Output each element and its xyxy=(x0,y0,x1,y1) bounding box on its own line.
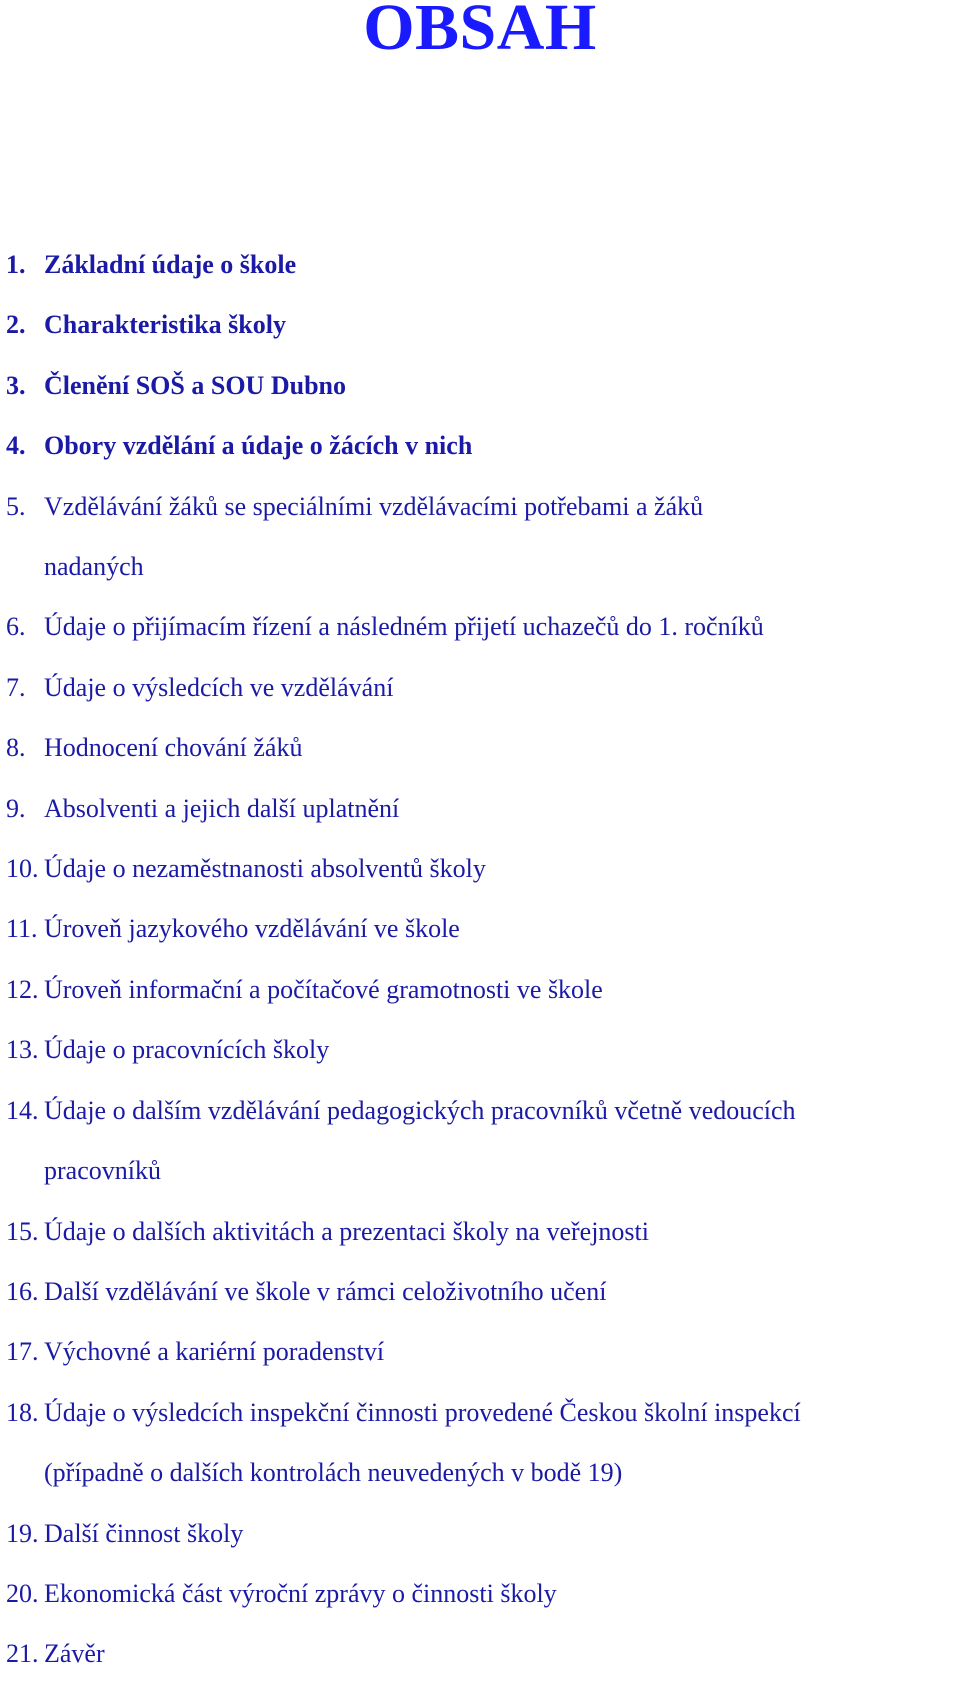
toc-item-18[interactable] xyxy=(6,1383,956,1504)
toc-item-title-line1: Údaje o dalším vzdělávání pedagogických pracovníků včetně vedoucích xyxy=(44,1095,796,1125)
toc-item-title: Údaje o výsledcích ve vzdělávání xyxy=(44,672,394,702)
toc-item-number: 4. xyxy=(6,431,26,461)
toc-item-1[interactable] xyxy=(6,235,956,295)
toc-item-number: 13. xyxy=(6,1035,39,1065)
toc-item-title: Další činnost školy xyxy=(44,1518,244,1548)
toc-item-number: 9. xyxy=(6,793,26,823)
toc-item-7[interactable] xyxy=(6,658,956,718)
toc-item-title: Údaje o přijímacím řízení a následném přijetí uchazečů do 1. ročníků xyxy=(44,612,764,642)
toc-item-title-line1: Údaje o výsledcích inspekční činnosti provedené Českou školní inspekcí xyxy=(44,1397,801,1427)
toc-item-title xyxy=(44,1081,796,1202)
toc-item-number: 2. xyxy=(6,310,26,340)
toc-item-12[interactable] xyxy=(6,960,956,1020)
toc-item-title: Charakteristika školy xyxy=(44,310,286,340)
toc-item-17[interactable] xyxy=(6,1322,956,1382)
toc-item-2[interactable] xyxy=(6,295,956,355)
toc-item-title: Údaje o nezaměstnanosti absolventů školy xyxy=(44,854,486,884)
toc-item-number: 8. xyxy=(6,733,26,763)
toc-item-title: Ekonomická část výroční zprávy o činnosti školy xyxy=(44,1578,557,1608)
toc-item-9[interactable] xyxy=(6,779,956,839)
toc-item-title: Základní údaje o škole xyxy=(44,250,297,279)
toc-item-20[interactable] xyxy=(6,1564,956,1624)
toc-item-number: 10. xyxy=(6,854,39,884)
toc-item-number: 15. xyxy=(6,1216,39,1246)
toc-item-number: 5. xyxy=(6,491,26,521)
toc-item-title: Obory vzdělání a údaje o žácích v nich xyxy=(44,431,473,461)
toc-item-16[interactable] xyxy=(6,1262,956,1322)
toc-item-title-line2: pracovníků xyxy=(44,1156,161,1186)
toc-item-14[interactable] xyxy=(6,1081,956,1202)
toc-item-title: Údaje o dalších aktivitách a prezentaci školy na veřejnosti xyxy=(44,1216,649,1246)
toc-item-title xyxy=(44,477,703,598)
toc-item-number: 6. xyxy=(6,612,26,642)
page-title: OBSAH xyxy=(363,0,597,64)
toc-item-6[interactable] xyxy=(6,597,956,657)
toc-item-title: Další vzdělávání ve škole v rámci celoživotního učení xyxy=(44,1276,607,1306)
toc-item-number: 20. xyxy=(6,1578,39,1608)
toc-item-number: 18. xyxy=(6,1397,39,1427)
toc-item-title: Údaje o pracovnících školy xyxy=(44,1035,330,1065)
toc-item-title xyxy=(44,1383,801,1504)
toc-item-title-line1: Vzdělávání žáků se speciálními vzdělávacími potřebami a žáků xyxy=(44,491,704,521)
toc-item-title: Úroveň informační a počítačové gramotnosti ve škole xyxy=(44,974,603,1004)
toc-item-title: Hodnocení chování žáků xyxy=(44,733,303,763)
toc-item-title: Závěr xyxy=(44,1639,105,1669)
toc-item-number: 1. xyxy=(6,250,26,279)
toc-item-3[interactable] xyxy=(6,356,956,416)
toc-item-title: Úroveň jazykového vzdělávání ve škole xyxy=(44,914,460,944)
toc-item-title: Členění SOŠ a SOU Dubno xyxy=(44,370,346,400)
toc-item-number: 21. xyxy=(6,1639,39,1669)
toc-item-title: Výchovné a kariérní poradenství xyxy=(44,1337,385,1367)
toc-item-number: 3. xyxy=(6,370,26,400)
toc-item-21[interactable] xyxy=(6,1624,956,1684)
toc-item-8[interactable] xyxy=(6,718,956,778)
toc-item-15[interactable] xyxy=(6,1202,956,1262)
toc-item-19[interactable] xyxy=(6,1504,956,1564)
toc-item-10[interactable] xyxy=(6,839,956,899)
toc-item-4[interactable] xyxy=(6,416,956,476)
toc-item-title-line2: nadaných xyxy=(44,552,144,582)
toc-item-13[interactable] xyxy=(6,1020,956,1080)
toc-item-number: 14. xyxy=(6,1095,39,1125)
toc-item-number: 7. xyxy=(6,672,26,702)
toc-item-number: 19. xyxy=(6,1518,39,1548)
toc-item-number: 16. xyxy=(6,1276,39,1306)
toc-item-number: 17. xyxy=(6,1337,39,1367)
table-of-contents xyxy=(6,235,956,1685)
toc-item-5[interactable] xyxy=(6,477,956,598)
toc-item-number: 12. xyxy=(6,974,39,1004)
toc-item-title-line2: (případně o dalších kontrolách neuvedených v bodě 19) xyxy=(44,1458,623,1488)
toc-item-11[interactable] xyxy=(6,899,956,959)
toc-item-number: 11. xyxy=(6,914,38,944)
toc-item-title: Absolventi a jejich další uplatnění xyxy=(44,793,400,823)
